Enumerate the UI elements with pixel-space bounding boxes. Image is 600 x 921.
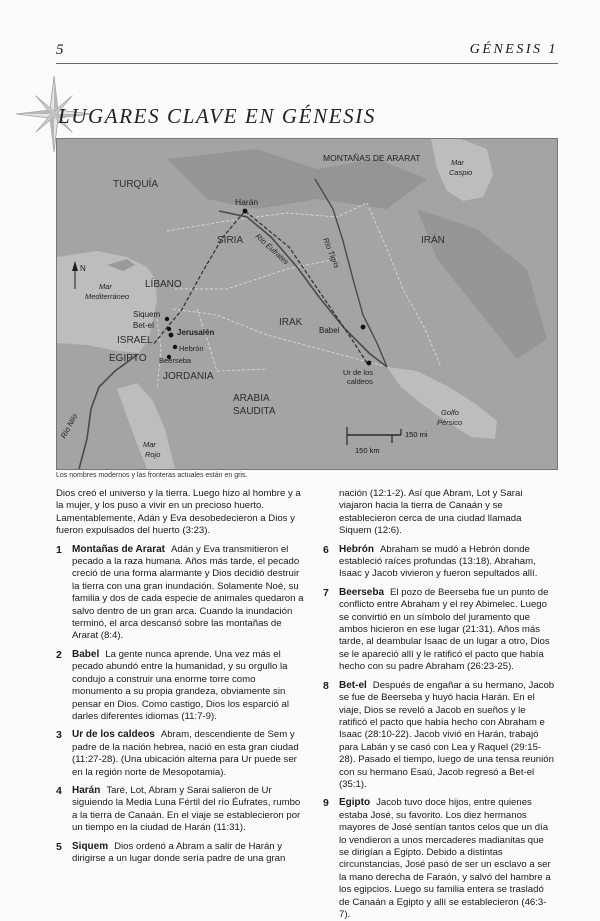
city-dot-jerusalen	[169, 333, 174, 338]
section-title: LUGARES CLAVE EN GÉNESIS	[58, 104, 376, 128]
label-north: N	[80, 264, 86, 273]
entry-name: Beerseba	[339, 586, 385, 598]
label-libano: LÍBANO	[145, 279, 182, 290]
entry-5-continuation: nación (12:1-2). Así que Abram, Lot y Sarai viajaron hacia la tierra de Canaán y se establecieron cerca de una ciudad llamada Siquem (12:6).	[339, 488, 523, 537]
label-iran: IRÁN	[421, 235, 445, 246]
label-red-2: Rojo	[145, 450, 161, 459]
entry-5	[56, 841, 304, 866]
intro-paragraph: Dios creó el universo y la tierra. Luego hizo al hombre y a la mujer, y los puso a vivir en un precioso huerto. Lamentablemente, Adán y Eva desobedecieron a Dios y fueron expulsados del huerto (3:23).	[56, 488, 301, 537]
scale-mi: 150 mi	[405, 430, 428, 439]
text-column-left	[56, 488, 304, 865]
entry-number: 2	[56, 648, 62, 661]
entry-text: Abraham se mudó a Hebrón donde estableció raíces profundas (13:18). Abraham, Isaac y Jacob vivieron y fueron sepultados allí.	[339, 543, 538, 580]
entry-name: Egipto	[339, 797, 371, 809]
entry-3	[56, 729, 304, 779]
label-irak: IRAK	[279, 317, 303, 328]
label-nilo: Río Nilo	[58, 412, 80, 440]
entry-text: Abram, descendiente de Sem y padre de la nación hebrea, nació en esta gran ciudad (11:27-28). (Una ubicación alterna para Ur puede ser en la región norte de Mesopotamia).	[72, 729, 299, 778]
entry-6	[323, 544, 555, 581]
entry-number: 4	[56, 784, 62, 797]
entry-number: 5	[56, 840, 62, 853]
map-caption: Los nombres modernos y las fronteras actuales están en gris.	[56, 472, 248, 479]
label-siquem: Siquem	[133, 310, 161, 319]
label-siria: SIRIA	[217, 235, 244, 246]
label-tigris: Río Tigris	[321, 236, 342, 270]
entry-9	[323, 797, 555, 921]
text-column-right	[323, 488, 555, 921]
label-arabia-2: SAUDITA	[233, 406, 276, 417]
entry-2	[56, 649, 304, 723]
city-dot-haran	[243, 209, 248, 214]
scale-km: 150 km	[355, 446, 380, 455]
city-dot-ur	[367, 361, 372, 366]
city-dot-siquem	[165, 317, 169, 321]
entry-number: 7	[323, 586, 329, 599]
entry-8	[323, 680, 555, 792]
label-beerseba: Beerseba	[159, 356, 192, 365]
entry-text: Taré, Lot, Abram y Sarai salieron de Ur siguiendo la Media Luna Fértil del río Éufrates, rumbo a la tierra de Canaán. En el viaje se establecieron por un tiempo en la ciudad de Harán (11:31).	[72, 784, 301, 834]
entry-number: 1	[56, 543, 62, 556]
city-dot-babel	[361, 325, 366, 330]
label-gulf-2: Pérsico	[437, 418, 463, 427]
entry-text: La gente nunca aprende. Una vez más el pecado abundó entre la humanidad, y su orgullo la condujo a construir una enorme torre como monumento a su propia grandeza, obviamente sin pensar en Dios. Como castigo, Dios los esparció al darles diferentes idiomas (11:7-9).	[72, 648, 290, 722]
label-haran: Harán	[235, 197, 259, 207]
entry-text: Después de engañar a su hermano, Jacob se fue de Beerseba y huyó hacia Harán. En el viaje, Dios se reveló a Jacob en sueños y le ratificó el pacto que había hecho con Abraham e Isaac (28:10-22). Jacob vivió en Harán, trabajó para Labán y se casó con Lea y Raquel (29:15-28). Pasado el tiempo, luego de una tensa reunión con su hermano Esaú, Jacob regresó a Bet-el (35:1).	[339, 679, 555, 790]
label-med-1: Mar	[99, 282, 112, 291]
label-eufrates: Río Éufrates	[253, 231, 291, 267]
label-med-2: Mediterráneo	[85, 292, 130, 301]
label-red-1: Mar	[143, 440, 156, 449]
entry-number: 9	[323, 797, 329, 810]
entry-number: 8	[323, 679, 329, 692]
label-babel: Babel	[319, 326, 340, 335]
entry-name: Babel	[72, 648, 100, 660]
entry-name: Harán	[72, 784, 101, 796]
entry-name: Ur de los caldeos	[72, 729, 155, 741]
book-title: GÉNESIS 1	[469, 42, 558, 57]
label-caspian-1: Mar	[451, 158, 464, 167]
entry-7	[323, 587, 555, 674]
entry-name: Siquem	[72, 840, 109, 852]
label-turquia: TURQUÍA	[113, 179, 158, 190]
entry-name: Hebrón	[339, 543, 374, 555]
label-ararat: MONTAÑAS DE ARARAT	[323, 153, 421, 163]
label-israel: ISRAEL	[117, 335, 153, 346]
label-gulf-1: Golfo	[441, 408, 459, 417]
city-dot-betel	[167, 327, 171, 331]
entry-text: El pozo de Beerseba fue un punto de conflicto entre Abraham y el rey Abimelec. Luego se convirtió en un símbolo del juramento que ambos hicieron en ese lugar (21:31). Años más tarde, al deambular Isaac de un lugar a otro, Dios se le apareció allí y le ratificó el pacto que había hecho con su padre Abraham (26:23-25).	[339, 586, 550, 673]
page-number: 5	[56, 42, 64, 58]
label-ur-1: Ur de los	[343, 368, 374, 377]
entry-text: Jacob tuvo doce hijos, entre quienes estaba José, su favorito. Los diez hermanos mayores de José sentían tantos celos que un día lo vendieron a unos mercaderes madianitas que se dirigían a Egipto. Debido a distintas circunstancias, José pasó de ser un esclavo a ser la mano derecha de Faraón, y salvó del hambre a los egipcios. Luego su familia entera se trasladó de Canaán a Egipto y allí se establecieron (46:3-7).	[339, 797, 551, 920]
running-header	[56, 42, 558, 62]
entry-text: Dios ordenó a Abram a salir de Harán y dirigirse a un lugar donde sería padre de una gran	[72, 840, 286, 864]
label-jerusalen: Jerusalén	[177, 328, 215, 337]
map	[56, 138, 558, 470]
entry-number: 3	[56, 729, 62, 742]
label-arabia-1: ARABIA	[233, 393, 270, 404]
entry-name: Bet-el	[339, 679, 367, 691]
entry-number: 6	[323, 543, 329, 556]
label-egipto: EGIPTO	[109, 353, 147, 364]
label-jordania: JORDANIA	[163, 371, 214, 382]
entry-name: Montañas de Ararat	[72, 543, 165, 555]
city-dot-hebron	[173, 345, 177, 349]
label-ur-2: caldeos	[347, 377, 373, 386]
label-hebron: Hebrón	[179, 344, 204, 353]
entry-4	[56, 785, 304, 835]
label-betel: Bet-el	[133, 321, 154, 330]
label-caspian-2: Caspio	[449, 168, 473, 177]
entry-text: Adán y Eva transmitieron el pecado a la raza humana. Años más tarde, el pecado creció de una forma alarmante y Dios decidió destruir la tierra con una gran inundación. Solamente Noé, su familia y dos de cada especie de animales quedaron a salvo dentro de un gran arca. Cuando la inundación terminó, el arca descansó sobre las montañas de Ararat (8:4).	[72, 543, 304, 642]
entry-1	[56, 544, 304, 643]
header-rule	[56, 63, 558, 64]
